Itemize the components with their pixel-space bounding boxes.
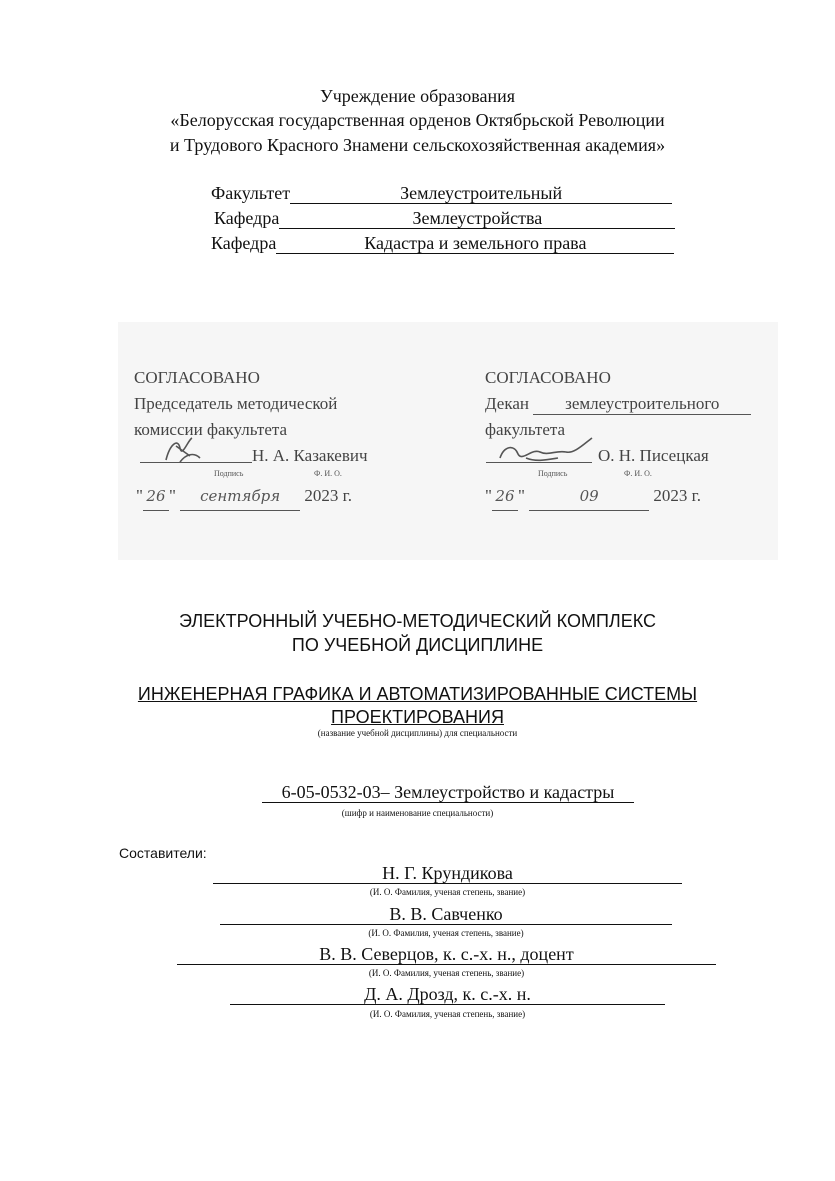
specialty-caption: (шифр и наименование специальности) (341, 808, 494, 818)
approval-right-position-value: землеустроительного (533, 394, 751, 415)
author-caption-3: (И. О. Фамилия, ученая степень, звание) (368, 968, 525, 978)
author-2: В. В. Савченко (220, 904, 672, 925)
approval-right-name: О. Н. Писецкая (598, 446, 709, 465)
approval-block (118, 322, 778, 560)
approval-left-month: сентября (180, 483, 300, 511)
approval-right-date: " 26 " 09 2023 г. (485, 482, 701, 511)
institution-name-line1: «Белорусская государственная орденов Октябрьской Революции (170, 110, 665, 130)
signature-icon-right (496, 434, 606, 470)
department-value-2: Кадастра и земельного права (276, 234, 674, 254)
institution-type: Учреждение образования (319, 86, 516, 106)
discipline-title-line2: ПРОЕКТИРОВАНИЯ (331, 707, 504, 727)
author-1: Н. Г. Крундикова (213, 863, 682, 884)
approval-left-name: Н. А. Казакевич (252, 446, 368, 465)
faculty-row (211, 182, 672, 204)
authors-label: Составители: (119, 845, 207, 861)
approval-left-date: " 26 " сентября 2023 г. (136, 482, 352, 511)
signature-icon (160, 434, 204, 468)
specialty-value: 6-05-0532-03– Землеустройство и кадастры (262, 782, 634, 803)
approval-right-sign-caption: Подпись (538, 469, 568, 478)
department-label-2: Кафедра (211, 233, 277, 253)
approval-left-sign-caption: Подпись (214, 469, 244, 478)
faculty-label: Факультет (211, 183, 291, 203)
approval-right-month: 09 (529, 483, 649, 511)
discipline-title-line1: ИНЖЕНЕРНАЯ ГРАФИКА И АВТОМАТИЗИРОВАННЫЕ СИСТЕМЫ (137, 684, 698, 704)
author-caption-2: (И. О. Фамилия, ученая степень, звание) (368, 928, 524, 938)
institution-name-line2: и Трудового Красного Знамени сельскохозяйственная академия» (169, 135, 666, 155)
approval-right-position (485, 390, 751, 417)
approval-right-year: 2023 г. (653, 486, 701, 505)
complex-title-line2: ПО УЧЕБНОЙ ДИСЦИПЛИНЕ (291, 635, 544, 655)
department-label-1: Кафедра (214, 208, 280, 228)
faculty-value: Землеустроительный (290, 184, 672, 204)
complex-title-line1: ЭЛЕКТРОННЫЙ УЧЕБНО-МЕТОДИЧЕСКИЙ КОМПЛЕКС (179, 611, 656, 631)
approval-left-title: СОГЛАСОВАНО (134, 368, 260, 387)
department-row-2 (211, 232, 674, 254)
approval-left-position2: комиссии факультета (134, 420, 288, 439)
author-4: Д. А. Дрозд, к. с.-х. н. (230, 984, 665, 1005)
department-row-1 (214, 207, 675, 229)
discipline-caption: (название учебной дисциплины) для специальности (317, 728, 518, 738)
department-value-1: Землеустройства (279, 209, 675, 229)
approval-right-title: СОГЛАСОВАНО (485, 368, 611, 387)
author-caption-1: (И. О. Фамилия, ученая степень, звание) (369, 887, 526, 897)
approval-left-position: Председатель методической (134, 394, 338, 413)
author-3: В. В. Северцов, к. с.-х. н., доцент (177, 944, 716, 965)
approval-left-day: 26 (143, 483, 169, 511)
approval-right-position2: факультета (485, 420, 566, 439)
approval-right-day: 26 (492, 483, 518, 511)
approval-left-fio-caption: Ф. И. О. (314, 469, 342, 478)
approval-right-position-label: Декан (485, 394, 529, 413)
approval-right-fio-caption: Ф. И. О. (624, 469, 652, 478)
author-caption-4: (И. О. Фамилия, ученая степень, звание) (369, 1009, 526, 1019)
approval-left-year: 2023 г. (304, 486, 352, 505)
